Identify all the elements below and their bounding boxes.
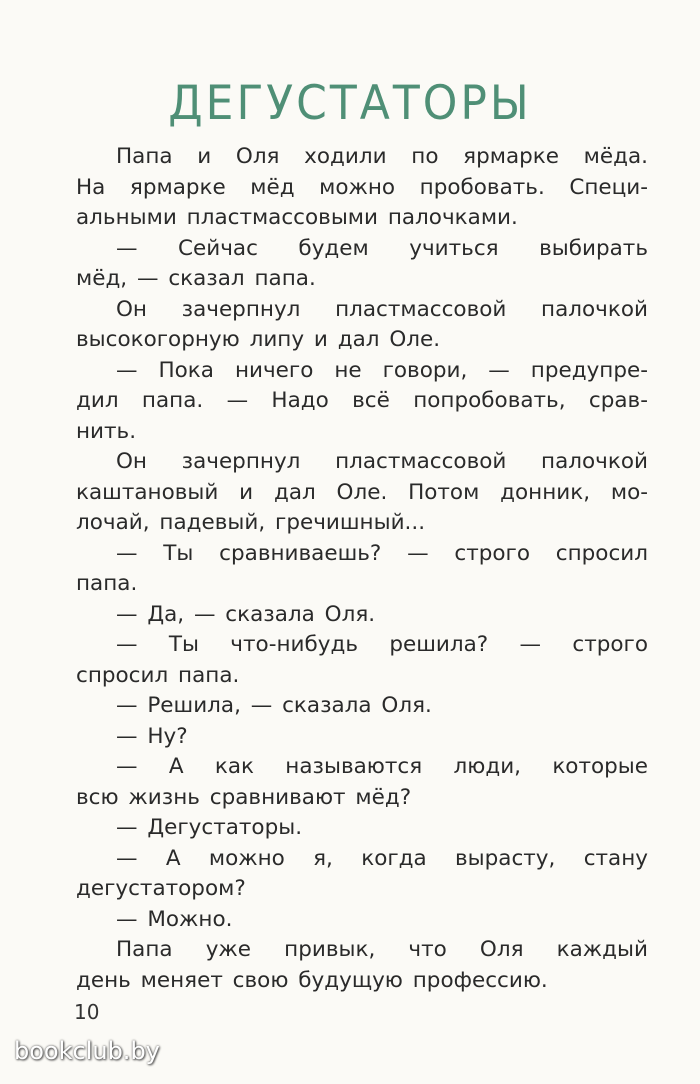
text-line: — Решила, — сказала Оля. xyxy=(116,693,432,718)
text-line: каштановый и дал Оле. Потом донник, мо- xyxy=(76,479,648,505)
text-line: Он зачерпнул пластмассовой палочкой xyxy=(116,449,648,474)
text-line: Он зачерпнул пластмассовой палочкой xyxy=(116,296,648,322)
text-line: всю жизнь сравнивают мёд? xyxy=(76,784,412,810)
text-line: — Ну? xyxy=(116,723,188,749)
text-line: — Дегустаторы. xyxy=(116,815,303,840)
text-line: — А как называются люди, которые xyxy=(116,754,648,779)
text-line: Папа уже привык, что Оля каждый xyxy=(116,937,648,962)
text-line: альными пластмассовыми палочками. xyxy=(76,205,518,230)
story-text xyxy=(76,142,648,996)
text-line: — Можно. xyxy=(116,906,233,932)
watermark: bookclub.by xyxy=(14,1037,160,1065)
text-line: — Сейчас будем учиться выбирать xyxy=(116,235,648,261)
text-line: Папа и Оля ходили по ярмарке мёда. xyxy=(116,144,648,169)
text-line: спросил папа. xyxy=(76,662,240,688)
text-line: дегустатором? xyxy=(76,876,246,901)
text-line: день меняет свою будущую профессию. xyxy=(76,967,548,993)
text-line: — Ты что-нибудь решила? — строго xyxy=(116,632,648,657)
text-line: — Пока ничего не говори, — предупре- xyxy=(116,357,648,383)
text-line: нить. xyxy=(76,418,137,444)
text-line: высокогорную липу и дал Оле. xyxy=(76,327,441,352)
text-line: — А можно я, когда вырасту, стану xyxy=(116,845,648,871)
text-line: дил папа. — Надо всё попробовать, срав- xyxy=(76,388,648,413)
page-number: 10 xyxy=(74,1000,100,1024)
text-line: мёд, — сказал папа. xyxy=(76,266,316,291)
text-line: На ярмарке мёд можно пробовать. Специ- xyxy=(76,174,648,200)
page-title: ДЕГУСТАТОРЫ xyxy=(168,75,532,132)
text-line: — Да, — сказала Оля. xyxy=(116,601,376,627)
text-line: папа. xyxy=(76,571,138,596)
text-line: лочай, падевый, гречишный... xyxy=(76,510,426,535)
text-line: — Ты сравниваешь? — строго спросил xyxy=(116,540,648,566)
